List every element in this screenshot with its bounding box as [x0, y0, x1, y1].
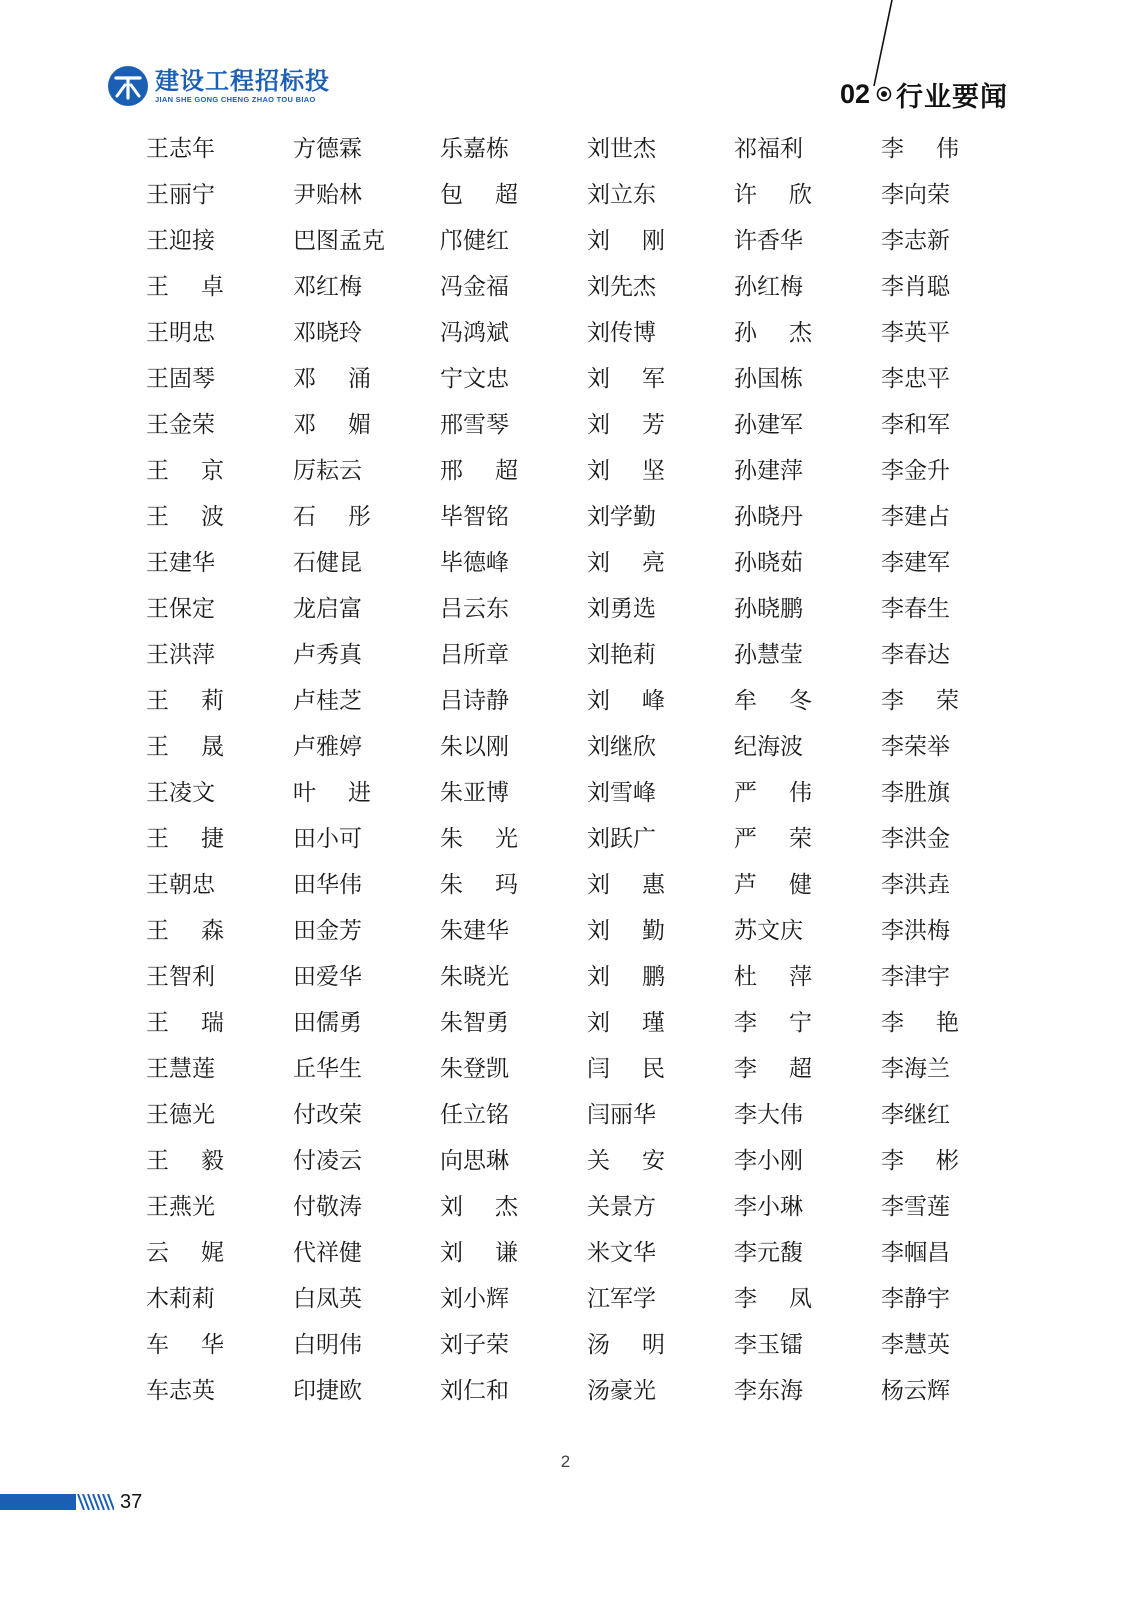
footer-bar — [0, 1494, 76, 1510]
name-cell: 李春生 — [881, 596, 950, 622]
name-cell: 李洪垚 — [881, 872, 950, 898]
name-cell: 李向荣 — [881, 182, 950, 208]
name-cell: 许 欣 — [734, 182, 812, 208]
footer-hatch-icon — [76, 1494, 114, 1510]
name-cell: 李和军 — [881, 412, 950, 438]
name-cell: 李继红 — [881, 1102, 950, 1128]
name-cell: 代祥健 — [293, 1240, 362, 1266]
name-cell: 王保定 — [146, 596, 215, 622]
name-cell: 丘华生 — [293, 1056, 362, 1082]
name-cell: 牟 冬 — [734, 688, 812, 714]
name-cell: 卢雅婷 — [293, 734, 362, 760]
name-cell: 刘继欣 — [587, 734, 656, 760]
name-cell: 冯鸿斌 — [440, 320, 509, 346]
name-cell: 付凌云 — [293, 1148, 362, 1174]
name-cell: 闫 民 — [587, 1056, 665, 1082]
name-cell: 李忠平 — [881, 366, 950, 392]
name-cell: 王丽宁 — [146, 182, 215, 208]
name-cell: 尹贻林 — [293, 182, 362, 208]
name-cell: 邝健红 — [440, 228, 509, 254]
name-cell: 李大伟 — [734, 1102, 803, 1128]
name-cell: 卢桂芝 — [293, 688, 362, 714]
name-cell: 木莉莉 — [146, 1286, 215, 1312]
name-cell: 杨云辉 — [881, 1378, 950, 1404]
logo-subtitle: JIAN SHE GONG CHENG ZHAO TOU BIAO — [155, 95, 316, 104]
name-cell: 朱亚博 — [440, 780, 509, 806]
name-cell: 刘雪峰 — [587, 780, 656, 806]
logo-emblem-icon — [107, 65, 149, 107]
name-cell: 王德光 — [146, 1102, 215, 1128]
name-cell: 刘 亮 — [587, 550, 665, 576]
name-cell: 邓晓玲 — [293, 320, 362, 346]
name-cell: 王 瑞 — [146, 1010, 224, 1036]
name-cell: 李英平 — [881, 320, 950, 346]
name-cell: 刘传博 — [587, 320, 656, 346]
name-cell: 吕云东 — [440, 596, 509, 622]
name-cell: 李肖聪 — [881, 274, 950, 300]
name-cell: 孙建萍 — [734, 458, 803, 484]
name-cell: 李小琳 — [734, 1194, 803, 1220]
name-cell: 米文华 — [587, 1240, 656, 1266]
name-cell: 朱 玛 — [440, 872, 518, 898]
name-cell: 刘仁和 — [440, 1378, 509, 1404]
name-cell: 李 超 — [734, 1056, 812, 1082]
name-cell: 李 荣 — [881, 688, 959, 714]
name-cell: 孙 杰 — [734, 320, 812, 346]
name-cell: 王 毅 — [146, 1148, 224, 1174]
name-cell: 王 莉 — [146, 688, 224, 714]
name-cell: 许香华 — [734, 228, 803, 254]
name-cell: 吕所章 — [440, 642, 509, 668]
name-cell: 邢 超 — [440, 458, 518, 484]
name-cell: 包 超 — [440, 182, 518, 208]
name-cell: 邓红梅 — [293, 274, 362, 300]
name-cell: 付敬涛 — [293, 1194, 362, 1220]
name-cell: 汤豪光 — [587, 1378, 656, 1404]
name-cell: 叶 进 — [293, 780, 371, 806]
name-cell: 朱晓光 — [440, 964, 509, 990]
name-cell: 孙晓茹 — [734, 550, 803, 576]
name-cell: 刘 杰 — [440, 1194, 518, 1220]
name-cell: 李玉镭 — [734, 1332, 803, 1358]
name-cell: 孙晓鹏 — [734, 596, 803, 622]
name-cell: 朱登凯 — [440, 1056, 509, 1082]
name-cell: 付改荣 — [293, 1102, 362, 1128]
section-title: 行业要闻 — [896, 81, 1009, 113]
section-header — [840, 74, 1008, 114]
name-cell: 刘学勤 — [587, 504, 656, 530]
name-cell: 李慧英 — [881, 1332, 950, 1358]
name-cell: 王金荣 — [146, 412, 215, 438]
name-cell: 刘 惠 — [587, 872, 665, 898]
name-cell: 李 凤 — [734, 1286, 812, 1312]
name-cell: 关景方 — [587, 1194, 656, 1220]
name-cell: 李 彬 — [881, 1148, 959, 1174]
name-cell: 孙红梅 — [734, 274, 803, 300]
name-cell: 朱以刚 — [440, 734, 509, 760]
name-cell: 车志英 — [146, 1378, 215, 1404]
name-cell: 刘 瑾 — [587, 1010, 665, 1036]
name-cell: 王洪萍 — [146, 642, 215, 668]
name-cell: 李 艳 — [881, 1010, 959, 1036]
name-cell: 孙建军 — [734, 412, 803, 438]
name-cell: 石健昆 — [293, 550, 362, 576]
name-cell: 刘跃广 — [587, 826, 656, 852]
name-cell: 李春达 — [881, 642, 950, 668]
name-cell: 王 京 — [146, 458, 224, 484]
name-cell: 王朝忠 — [146, 872, 215, 898]
name-cell: 刘 谦 — [440, 1240, 518, 1266]
name-cell: 王建华 — [146, 550, 215, 576]
name-cell: 李荣举 — [881, 734, 950, 760]
name-cell: 孙晓丹 — [734, 504, 803, 530]
name-cell: 苏文庆 — [734, 918, 803, 944]
name-cell: 朱 光 — [440, 826, 518, 852]
name-cell: 李金升 — [881, 458, 950, 484]
name-cell: 向思琳 — [440, 1148, 509, 1174]
name-cell: 李 宁 — [734, 1010, 812, 1036]
name-cell: 李建军 — [881, 550, 950, 576]
name-cell: 王 森 — [146, 918, 224, 944]
name-cell: 刘 刚 — [587, 228, 665, 254]
name-cell: 严 伟 — [734, 780, 812, 806]
name-cell: 冯金福 — [440, 274, 509, 300]
name-cell: 李海兰 — [881, 1056, 950, 1082]
name-cell: 李帼昌 — [881, 1240, 950, 1266]
name-cell: 方德霖 — [293, 136, 362, 162]
name-cell: 李静宇 — [881, 1286, 950, 1312]
name-cell: 闫丽华 — [587, 1102, 656, 1128]
name-cell: 李小刚 — [734, 1148, 803, 1174]
name-cell: 李东海 — [734, 1378, 803, 1404]
name-cell: 王 波 — [146, 504, 224, 530]
name-cell: 王迎接 — [146, 228, 215, 254]
name-cell: 李建占 — [881, 504, 950, 530]
name-cell: 严 荣 — [734, 826, 812, 852]
name-cell: 李洪金 — [881, 826, 950, 852]
name-cell: 邓 媚 — [293, 412, 371, 438]
name-cell: 刘 勤 — [587, 918, 665, 944]
name-cell: 田爱华 — [293, 964, 362, 990]
name-cell: 刘 坚 — [587, 458, 665, 484]
name-cell: 刘子荣 — [440, 1332, 509, 1358]
name-cell: 刘世杰 — [587, 136, 656, 162]
name-cell: 王慧莲 — [146, 1056, 215, 1082]
name-cell: 车 华 — [146, 1332, 224, 1358]
logo — [107, 64, 330, 108]
name-cell: 李雪莲 — [881, 1194, 950, 1220]
name-cell: 李志新 — [881, 228, 950, 254]
name-cell: 田儒勇 — [293, 1010, 362, 1036]
name-cell: 乐嘉栋 — [440, 136, 509, 162]
name-cell: 田小可 — [293, 826, 362, 852]
name-cell: 李津宇 — [881, 964, 950, 990]
name-cell: 任立铭 — [440, 1102, 509, 1128]
name-cell: 刘勇选 — [587, 596, 656, 622]
name-cell: 王 卓 — [146, 274, 224, 300]
name-list — [146, 126, 1026, 1414]
name-cell: 王燕光 — [146, 1194, 215, 1220]
name-cell: 龙启富 — [293, 596, 362, 622]
name-cell: 王明忠 — [146, 320, 215, 346]
name-cell: 刘立东 — [587, 182, 656, 208]
name-cell: 王 捷 — [146, 826, 224, 852]
name-cell: 田华伟 — [293, 872, 362, 898]
name-cell: 王凌文 — [146, 780, 215, 806]
logo-title: 建设工程招标投 — [155, 67, 330, 95]
name-cell: 江军学 — [587, 1286, 656, 1312]
name-cell: 纪海波 — [734, 734, 803, 760]
name-cell: 白明伟 — [293, 1332, 362, 1358]
name-cell: 王志年 — [146, 136, 215, 162]
name-cell: 云 娓 — [146, 1240, 224, 1266]
name-cell: 朱智勇 — [440, 1010, 509, 1036]
name-cell: 刘 芳 — [587, 412, 665, 438]
name-cell: 毕智铭 — [440, 504, 509, 530]
name-cell: 李元馥 — [734, 1240, 803, 1266]
page-number: 37 — [120, 1491, 143, 1513]
target-dot-icon — [876, 86, 892, 102]
name-cell: 吕诗静 — [440, 688, 509, 714]
name-cell: 祁福利 — [734, 136, 803, 162]
name-cell: 李 伟 — [881, 136, 959, 162]
center-page-number: 2 — [560, 1452, 571, 1471]
name-cell: 王固琴 — [146, 366, 215, 392]
name-cell: 芦 健 — [734, 872, 812, 898]
name-cell: 田金芳 — [293, 918, 362, 944]
name-cell: 刘 鹏 — [587, 964, 665, 990]
name-cell: 石 彤 — [293, 504, 371, 530]
name-cell: 刘艳莉 — [587, 642, 656, 668]
page-footer — [0, 1490, 200, 1514]
name-cell: 宁文忠 — [440, 366, 509, 392]
name-cell: 邓 涌 — [293, 366, 371, 392]
name-cell: 白凤英 — [293, 1286, 362, 1312]
name-cell: 李胜旗 — [881, 780, 950, 806]
name-cell: 邢雪琴 — [440, 412, 509, 438]
name-cell: 王智利 — [146, 964, 215, 990]
name-cell: 关 安 — [587, 1148, 665, 1174]
name-cell: 刘先杰 — [587, 274, 656, 300]
name-cell: 王 晟 — [146, 734, 224, 760]
name-cell: 刘 军 — [587, 366, 665, 392]
section-number: 02 — [840, 78, 871, 109]
name-cell: 卢秀真 — [293, 642, 362, 668]
name-cell: 刘小辉 — [440, 1286, 509, 1312]
name-cell: 刘 峰 — [587, 688, 665, 714]
name-cell: 厉耘云 — [293, 458, 362, 484]
name-cell: 李洪梅 — [881, 918, 950, 944]
name-cell: 杜 萍 — [734, 964, 812, 990]
name-cell: 毕德峰 — [440, 550, 509, 576]
name-cell: 巴图孟克 — [293, 228, 385, 254]
name-cell: 孙国栋 — [734, 366, 803, 392]
name-cell: 印捷欧 — [293, 1378, 362, 1404]
name-cell: 孙慧莹 — [734, 642, 803, 668]
name-cell: 汤 明 — [587, 1332, 665, 1358]
name-cell: 朱建华 — [440, 918, 509, 944]
